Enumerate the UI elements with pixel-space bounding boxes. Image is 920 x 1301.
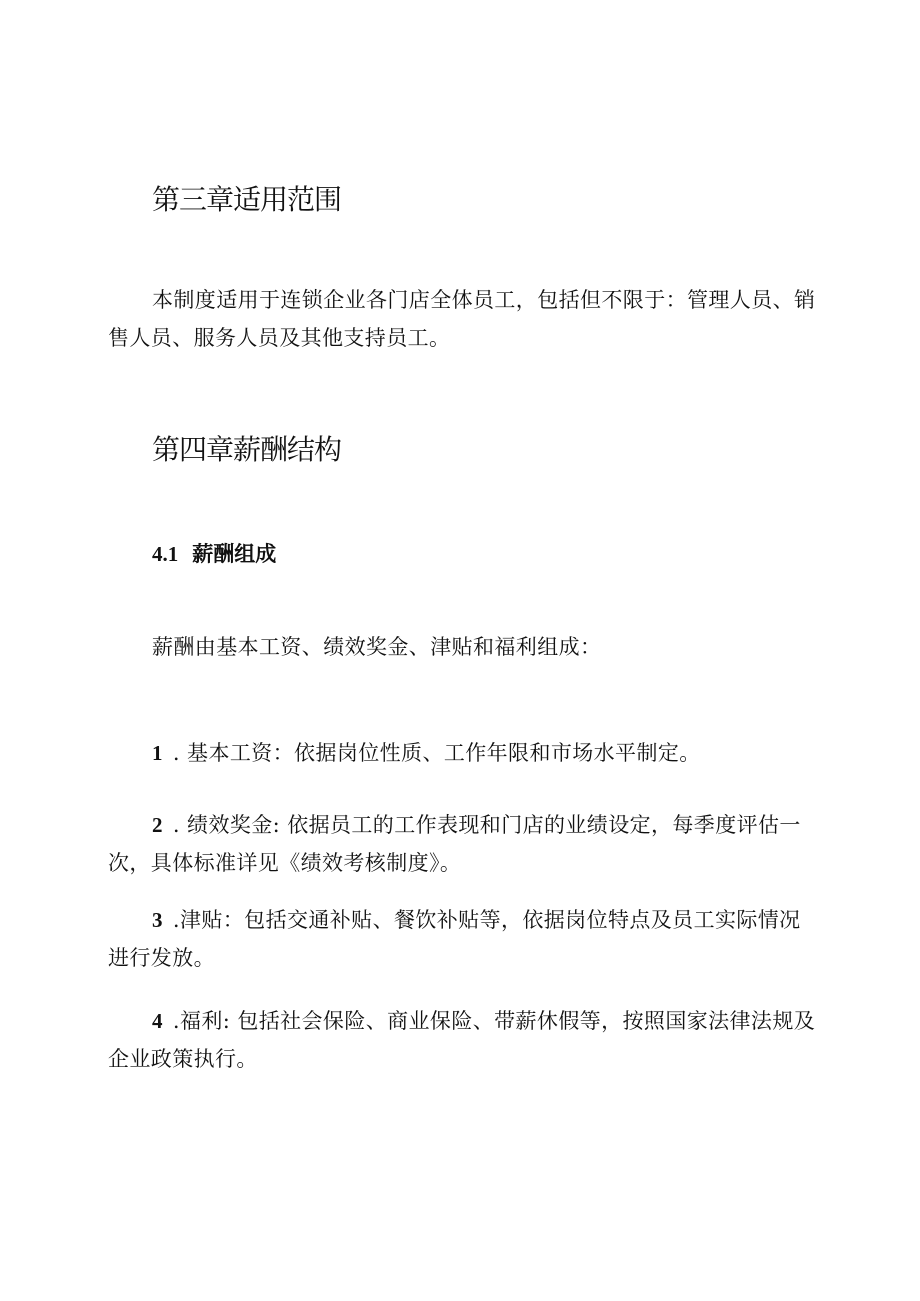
list-item-text: .福利: 包括社会保险、商业保险、带薪休假等，按照国家法律法规及企业政策执行。 — [108, 1009, 816, 1071]
list-item — [108, 901, 818, 977]
list-item — [108, 1002, 818, 1078]
list-item-number: 1 — [152, 741, 163, 765]
chapter-3-paragraph: 本制度适用于连锁企业各门店全体员工，包括但不限于：管理人员、销售人员、服务人员及其他支持员工。 — [108, 288, 816, 350]
list-item-text: . 绩效奖金: 依据员工的工作表现和门店的业绩设定，每季度评估一次，具体标准详见《绩效考核制度》。 — [108, 813, 801, 875]
list-item — [108, 806, 818, 882]
list-item-number: 4 — [152, 1009, 163, 1033]
list-item-number: 3 — [152, 908, 163, 932]
list-item — [108, 734, 818, 772]
salary-intro-paragraph: 薪酬由基本工资、绩效奖金、津贴和福利组成： — [152, 635, 602, 659]
chapter-4-heading: 第四章薪酬结构 — [152, 433, 342, 466]
section-number: 4.1 — [152, 542, 179, 566]
section-4-1-heading — [152, 539, 276, 569]
list-item-number: 2 — [152, 813, 163, 837]
section-title: 薪酬组成 — [192, 542, 277, 566]
list-item-text: .津贴：包括交通补贴、餐饮补贴等，依据岗位特点及员工实际情况进行发放。 — [108, 908, 801, 970]
chapter-3-heading: 第三章适用范围 — [152, 183, 342, 216]
list-item-text: . 基本工资：依据岗位性质、工作年限和市场水平制定。 — [172, 741, 701, 765]
